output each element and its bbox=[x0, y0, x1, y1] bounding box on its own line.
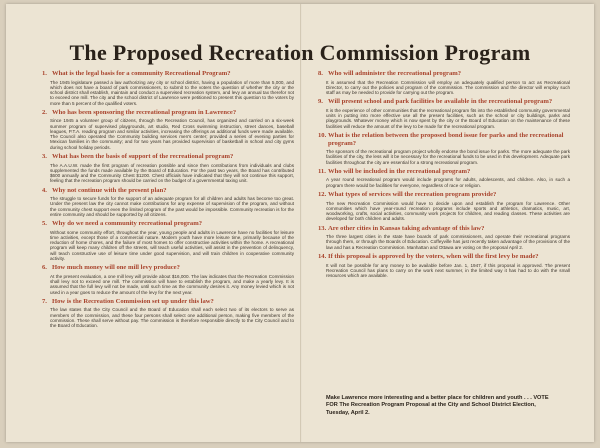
question-heading bbox=[318, 225, 570, 233]
question-heading bbox=[318, 70, 570, 78]
question-heading bbox=[42, 109, 294, 117]
question-heading bbox=[42, 264, 294, 272]
question-text: Who will be included in the recreational program? bbox=[328, 167, 471, 175]
question-heading bbox=[42, 298, 294, 306]
question-number: 1. bbox=[42, 70, 47, 77]
question-heading bbox=[318, 168, 570, 176]
question-number: 6. bbox=[42, 264, 47, 272]
question-number: 10. bbox=[318, 131, 327, 139]
question-heading bbox=[318, 98, 570, 106]
left-column bbox=[42, 70, 294, 331]
answer-paragraph: The struggle to secure funds for the support of an adequate program for all children and adults has become too great. Under the present law the city cannot make contributions for any expense of supervision of the program, and without the community chest support even the limited program of the past would be impossible. Community recreation is for the entire community and should be supported by all citizens. bbox=[50, 196, 294, 217]
answer-paragraph: The sponsors of the recreational program project wholly endorse the bond issue for parks. The more adequate the park facilities of the city, the less will it be necessary for the recreational funds to be used in this development. Adequate park facilities throughout the city are essential for a strong recreational program. bbox=[326, 149, 570, 165]
question-number: 4. bbox=[42, 186, 47, 194]
question-number: 9. bbox=[318, 98, 323, 106]
answer-paragraph: It is the experience of other communities that the recreational program fits into the established community governmental units in putting into more effective use all the present facilities, such as the school or city buildings, parks and playgrounds. Whatever money which is now spent by the city or the Board of Education on the maintenance of these facilities will reduce the amount of the levy to be made for the recreational program. bbox=[326, 107, 570, 129]
question-text: Will present school and park facilities be available in the recreational program? bbox=[328, 98, 553, 106]
question-heading bbox=[318, 253, 570, 261]
question-number: 2. bbox=[42, 108, 47, 116]
closing-appeal: Make Lawrence more interesting and a better place for children and youth . . . VOTE FOR The Recreation Program Proposal at the City and School District Election, Tuesday, April 2. bbox=[326, 395, 549, 416]
answer-paragraph: Without some community effort, throughout the year, young people and adults in Lawrence have no facilities for leisure time activities, except those of a commercial nature. Modern youth have more leisure time, primarily because of the reduction of home chores, and the failure of most homes to offer constructive activities within the home. A recreational program will keep many children off the streets, will teach useful activities, will assist in the prevention of delinquency, will teach constructive use of leisure time under good supervision, and will train children in cooperative community activity. bbox=[50, 229, 294, 261]
question-number: 7. bbox=[42, 297, 47, 305]
answer-paragraph: A year round recreational program would include programs for adults, adolescents, and children. Also, in such a program there would be facilities for everyone, regardless of race or religion. bbox=[326, 177, 570, 188]
right-column bbox=[318, 70, 570, 281]
question-text: Who will administer the recreational program? bbox=[328, 70, 462, 77]
question-text: Why not continue with the present plan? bbox=[52, 186, 167, 194]
question-text: What is the legal basis for a community Recreational Program? bbox=[52, 70, 231, 77]
question-number: 11. bbox=[318, 167, 326, 175]
question-heading bbox=[42, 70, 294, 78]
answer-paragraph: The new Recreation Commission would have to decide upon and establish the program for Lawrence. Other communities which have year-round recreation programs include sports and athletics, dramatics, music, art, woodworking, crafts, social activities, community work projects for children, and reading classes. These activities are developed for both children and adults. bbox=[326, 200, 570, 222]
question-heading bbox=[318, 191, 570, 199]
question-text: What is the relation between the proposed bond issue for parks and the recreational program? bbox=[328, 131, 564, 147]
answer-paragraph: It will not be possible for any money to be available before Jan. 1, 1947, if this proposal is approved. The present Recreation Council has plans to carry on the work next summer, in the limited way it has had to do with the small resources which are available. bbox=[326, 262, 570, 278]
question-heading bbox=[42, 220, 294, 228]
answer-paragraph: It is assumed that the Recreation Commission will employ an adequately qualified person to act as Recreational Director, to carry out the policies and program of the commission. The commission and the director will employ such staff as may be needed to provide for carrying out the program. bbox=[326, 79, 570, 96]
answer-paragraph: The A.A.U.W. made the first program of recreation possible and since then contributions from individuals and clubs supplemented the funds made available by the Board of Education. For the past two years, the Board has contributed $600 annually and the Community Chest $1200. Chest officials have indicated that they will not continue this support, feeling that the recreation program should be carried on the budget of a governmental taxing unit. bbox=[50, 162, 294, 184]
question-number: 13. bbox=[318, 224, 327, 232]
answer-paragraph: At the present evaluation, a one mill levy will provide about $16,000. The law indicates that the Recreation Commission shall levy not to exceed one mill. The commission will have to establish the program, and make a yearly levy. It is assumed that the full levy will not be made, until such time as the community desires it. Any money levied which is not used in a year goes to reduce the amount of the levy for the next year. bbox=[50, 273, 294, 295]
answer-paragraph: Since 1945 a volunteer group of citizens, through the Recreation Council, has organized and carried on a six-week summer program of supervised playgrounds, art studio, Red Cross swimming instruction, street dances, baseball leagues, P.T.A. reading program and similar activities, increasing the offerings as additional funds were made available. The Council also operated the Community building services men's center; provided a series of evening parties for Mexican families in the community; and for two years has provided supervision of basketball in school and city gyms during school holiday periods. bbox=[50, 118, 294, 150]
question-number: 5. bbox=[42, 220, 47, 228]
question-heading bbox=[318, 132, 570, 147]
page-fold bbox=[300, 4, 302, 442]
question-text: What has been the basis of support of the recreational program? bbox=[52, 152, 234, 160]
question-heading bbox=[42, 153, 294, 161]
question-text: If this proposal is approved by the voters, when will the first levy be made? bbox=[328, 252, 539, 260]
question-heading bbox=[42, 187, 294, 195]
question-number: 3. bbox=[42, 152, 47, 160]
document-title: The Proposed Recreation Commission Program bbox=[69, 40, 531, 65]
answer-paragraph: The 1945 legislature passed a law authorizing any city or school district, having a population of more than 5,000, and which does not have a board of park commissioners, to submit to the voters the question of whether the city or the school district shall establish, maintain and conduct a supervised recreation system, and levy an annual tax therefor not to exceed one mill. The city and the school district of Lawrence were petitioned to present this question to the voters by more than 5 percent of the qualified voters. bbox=[50, 79, 294, 106]
question-text: How is the Recreation Commission set up under this law? bbox=[52, 297, 214, 305]
answer-paragraph: The law states that the City Council and the Board of Education shall each select two of its electors to serve as members of the commission, and these four persons shall select one additional person, making five members of the commission. These shall serve without pay. The commission is therefore responsible directly to the City Council and to the Board of Education. bbox=[50, 307, 294, 329]
question-text: How much money will one mill levy produce? bbox=[52, 264, 180, 272]
question-text: Who has been sponsoring the recreational program in Lawrence? bbox=[52, 108, 237, 116]
answer-paragraph: The three largest cities in the state have boards of park commissioners, and operate their recreational programs through them, or through the Boards of Education. Coffeyville has just recently taken advantage of the provisions of the law and has a Recreation Commission. Manhattan and Ottawa are voting on the proposal April 2. bbox=[326, 234, 570, 250]
question-number: 14. bbox=[318, 252, 327, 260]
question-number: 12. bbox=[318, 190, 327, 198]
question-number: 8. bbox=[318, 70, 323, 77]
question-text: Why do we need a community recreational program? bbox=[52, 220, 202, 228]
question-text: What types of services will the recreation program provide? bbox=[328, 190, 497, 198]
question-text: Are other cities in Kansas taking advantage of this law? bbox=[328, 224, 485, 232]
